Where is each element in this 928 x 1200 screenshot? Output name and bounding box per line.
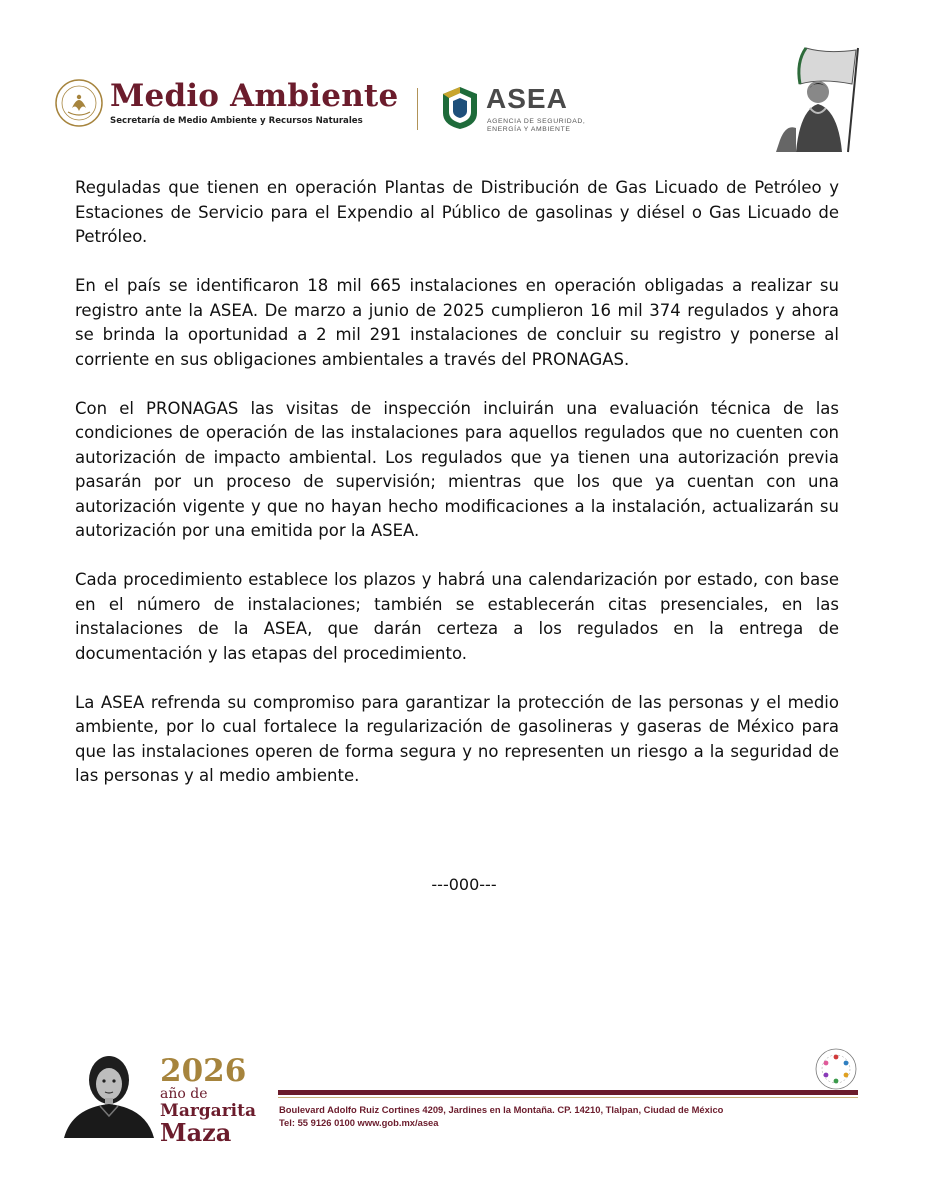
circular-emblem-icon <box>814 1047 858 1091</box>
letterhead <box>0 0 928 160</box>
margarita-maza-portrait-icon <box>62 1050 156 1138</box>
header-divider <box>417 88 418 130</box>
footer-rule <box>278 1097 858 1098</box>
footer-bar <box>278 1090 858 1095</box>
paragraph-procedure-calendar: Cada procedimiento establece los plazos y habrá una calendarización por estado, con base en el número de instalaciones; también se establecerán citas presenciales, en las instalaciones de la ASEA, que darán certeza a los regulados en la entrega de documentación y las etapas del procedimiento. <box>75 570 839 663</box>
paragraph-regulated-facilities: Reguladas que tienen en operación Plantas de Distribución de Gas Licuado de Petróleo y Estaciones de Servicio para el Expendio al Público de gasolinas y diésel o Gas Licuado de Petróleo. <box>75 178 839 246</box>
year-number: 2026 <box>160 1053 247 1089</box>
asea-shield-logo-icon <box>440 85 480 131</box>
footer-address: Boulevard Adolfo Ruiz Cortines 4209, Jardines en la Montaña. CP. 14210, Tlalpan, Ciudad de México <box>279 1104 724 1115</box>
paragraph-pronagas-inspections: Con el PRONAGAS las visitas de inspección incluirán una evaluación técnica de las condiciones de operación de las instalaciones para aquellos regulados que no cuenten con autorización de impacto ambiental. Los regulados que ya tienen una autorización previa pasarán por un proceso de supervisión; mientras que los que ya cuentan con una autorización vigente y que no hayan hecho modificaciones a la instalación, actualizarán su autorización por una emitida por la ASEA. <box>75 398 839 540</box>
closing-mark: ---000--- <box>431 875 497 894</box>
footer-contact: Tel: 55 9126 0100 www.gob.mx/asea <box>279 1117 439 1128</box>
asea-name: ASEA <box>486 83 568 114</box>
mexico-coat-of-arms-icon <box>54 78 104 128</box>
flag-bearer-heroine-icon <box>766 44 870 156</box>
honoree-first-name: Margarita <box>160 1101 256 1121</box>
brand-block <box>110 78 398 126</box>
brand-name: Medio Ambiente <box>110 78 399 114</box>
year-of-label: año de <box>160 1086 208 1102</box>
brand-subtitle: Secretaría de Medio Ambiente y Recursos Naturales <box>110 116 363 126</box>
asea-subtitle-line2: ENERGÍA Y AMBIENTE <box>487 126 571 133</box>
press-release-body <box>75 176 839 813</box>
honoree-last-name: Maza <box>160 1118 232 1147</box>
asea-subtitle-line1: AGENCIA DE SEGURIDAD, <box>487 118 586 125</box>
commemorative-year <box>160 1055 270 1146</box>
paragraph-registered-installations: En el país se identificaron 18 mil 665 instalaciones en operación obligadas a realizar su registro ante la ASEA. De marzo a junio de 2025 cumplieron 16 mil 374 regulados y ahora se brinda la oportunidad a 2 mil 291 instalaciones de concluir su registro y ponerse al corriente en sus obligaciones ambientales a través del PRONAGAS. <box>75 276 839 369</box>
paragraph-asea-commitment: La ASEA refrenda su compromiso para garantizar la protección de las personas y el medio ambiente, por lo cual fortalece la regularización de gasolineras y gaseras de México para que las instalaciones operen de forma segura y no representen un riesgo a la seguridad de las personas y al medio ambiente. <box>75 692 839 785</box>
